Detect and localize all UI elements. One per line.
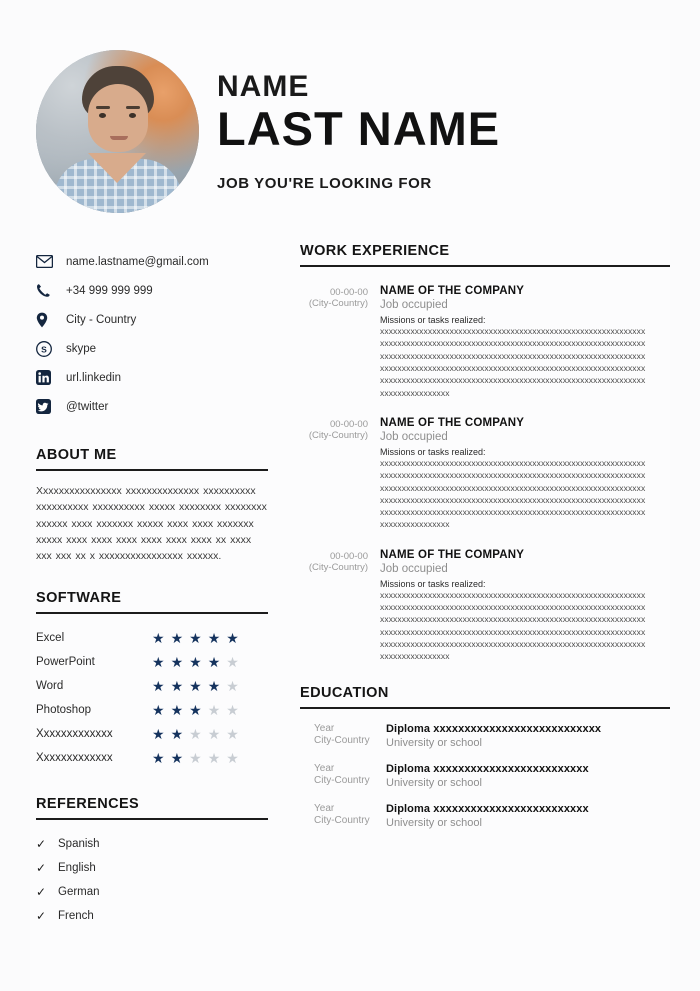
work-task-line: xxxxxxxxxxxxxxxxxxxxxxxxxxxxxxxxxxxxxxxxxxxxxxxxxxxxxxxxxxxxx <box>380 494 646 505</box>
reference-label: French <box>58 910 94 923</box>
work-date-block <box>300 285 380 399</box>
check-icon: ✓ <box>36 909 47 924</box>
software-row <box>36 698 270 722</box>
resume-header <box>30 30 670 225</box>
contact-row-phone[interactable] <box>36 276 278 305</box>
contact-phone: +34 999 999 999 <box>66 284 153 297</box>
work-task-line: xxxxxxxxxxxxxxxx <box>380 519 450 530</box>
resume-sheet <box>30 30 670 991</box>
education-item <box>300 723 670 749</box>
software-name: Photoshop <box>36 704 91 717</box>
software-row <box>36 650 270 674</box>
software-heading: SOFTWARE <box>36 590 268 614</box>
work-tasks-label: Missions or tasks realized: <box>380 578 486 589</box>
education-section <box>300 685 670 829</box>
location-pin-icon <box>36 312 66 328</box>
education-school: University or school <box>386 736 482 749</box>
education-date-block <box>300 763 386 789</box>
software-rating: ★ ★ ★ ★ ★ <box>152 750 239 767</box>
work-item <box>300 285 670 399</box>
work-task-line: xxxxxxxxxxxxxxxxxxxxxxxxxxxxxxxxxxxxxxxxxxxxxxxxxxxxxxxxxxxxx <box>380 639 646 649</box>
work-date: 00-00-00 <box>329 418 368 430</box>
education-date-block <box>300 723 386 749</box>
work-date: 00-00-00 <box>329 550 368 562</box>
software-rating: ★ ★ ★ ★ ★ <box>152 654 239 671</box>
education-details <box>386 803 670 829</box>
education-item <box>300 763 670 789</box>
work-task-line: xxxxxxxxxxxxxxxxxxxxxxxxxxxxxxxxxxxxxxxxxxxxxxxxxxxxxxxxxxxxx <box>380 602 646 613</box>
contact-twitter: @twitter <box>66 400 109 413</box>
education-school: University or school <box>386 776 482 789</box>
software-name: PowerPoint <box>36 656 95 669</box>
reference-row <box>36 856 278 880</box>
work-task-line: xxxxxxxxxxxxxxxxxxxxxxxxxxxxxxxxxxxxxxxxxxxxxxxxxxxxxxxxxxxxx <box>380 350 646 361</box>
work-place: (City-Country) <box>308 429 368 441</box>
work-task-line: xxxxxxxxxxxxxxxx <box>380 387 450 398</box>
avatar <box>36 50 199 213</box>
reference-row <box>36 832 278 856</box>
check-icon: ✓ <box>36 861 47 876</box>
software-name: Word <box>36 680 64 693</box>
left-column <box>30 225 278 928</box>
work-place: (City-Country) <box>308 561 368 573</box>
resume-body <box>30 225 670 928</box>
software-rating: ★ ★ ★ ★ ★ <box>152 630 239 647</box>
contact-row-location[interactable] <box>36 305 278 334</box>
contact-linkedin: url.linkedin <box>66 371 121 384</box>
software-row <box>36 626 270 650</box>
work-details <box>380 549 670 663</box>
check-icon: ✓ <box>36 885 47 900</box>
photo-container <box>30 50 205 213</box>
work-details <box>380 285 670 399</box>
work-place: (City-Country) <box>308 298 368 309</box>
work-task-line: xxxxxxxxxxxxxxxxxxxxxxxxxxxxxxxxxxxxxxxxxxxxxxxxxxxxxxxxxxxxx <box>380 589 646 600</box>
contact-row-skype[interactable] <box>36 334 278 363</box>
svg-text:S: S <box>41 343 47 354</box>
work-role: Job occupied <box>380 430 448 443</box>
education-year: Year <box>314 802 335 814</box>
about-me-heading: ABOUT ME <box>36 447 268 471</box>
work-date-block <box>300 549 380 663</box>
work-tasks-label: Missions or tasks realized: <box>380 446 486 457</box>
education-details <box>386 723 670 749</box>
work-role: Job occupied <box>380 562 448 575</box>
skype-icon <box>36 341 66 357</box>
software-name: Xxxxxxxxxxxxx <box>36 728 113 741</box>
work-task-line: xxxxxxxxxxxxxxxxxxxxxxxxxxxxxxxxxxxxxxxxxxxxxxxxxxxxxxxxxxxxx <box>380 457 646 468</box>
education-details <box>386 763 670 789</box>
work-tasks-label: Missions or tasks realized: <box>380 315 486 325</box>
contact-row-linkedin[interactable] <box>36 363 278 392</box>
education-school: University or school <box>386 816 482 829</box>
about-me-text: Xxxxxxxxxxxxxxxx xxxxxxxxxxxxxx xxxxxxxxxx xxxxxxxxxx xxxxxxxxxx xxxxx xxxxxxxx xxxxxxxx xxxxxx xxxx xxxxxxx xxxxx xxxx xxxx xxxxxxx xxxxx xxxx xxxx xxxx xxxx xxxx xxxx xx xxxx xxx xxx xx x xxxxxxxxxxxxxxxx xxxxxx. <box>36 485 267 563</box>
work-date-block <box>300 417 380 531</box>
software-list <box>36 626 270 770</box>
last-name: LAST NAME <box>217 102 501 156</box>
phone-icon <box>36 283 66 298</box>
education-place: City-Country <box>314 774 370 786</box>
work-task-line: xxxxxxxxxxxxxxxxxxxxxxxxxxxxxxxxxxxxxxxxxxxxxxxxxxxxxxxxxxxxx <box>380 507 646 518</box>
work-details <box>380 417 670 531</box>
work-task-line: xxxxxxxxxxxxxxxxxxxxxxxxxxxxxxxxxxxxxxxxxxxxxxxxxxxxxxxxxxxxx <box>380 326 646 336</box>
software-row <box>36 674 270 698</box>
education-diploma: Diploma xxxxxxxxxxxxxxxxxxxxxxxxxxx <box>386 722 602 735</box>
work-task-line: xxxxxxxxxxxxxxxxxxxxxxxxxxxxxxxxxxxxxxxxxxxxxxxxxxxxxxxxxxxxx <box>380 470 646 481</box>
education-year: Year <box>314 722 335 734</box>
work-role: Job occupied <box>380 299 448 311</box>
linkedin-icon <box>36 370 66 385</box>
work-item <box>300 417 670 531</box>
contact-row-email[interactable] <box>36 247 278 276</box>
software-rating: ★ ★ ★ ★ ★ <box>152 678 239 695</box>
reference-label: Spanish <box>58 838 100 851</box>
reference-row <box>36 880 278 904</box>
software-rating: ★ ★ ★ ★ ★ <box>152 726 239 743</box>
education-year: Year <box>314 762 335 774</box>
title-block <box>205 71 670 192</box>
education-heading: EDUCATION <box>300 685 670 709</box>
reference-label: German <box>58 886 100 899</box>
work-experience-section <box>300 243 670 663</box>
software-name: Excel <box>36 632 65 645</box>
work-experience-heading: WORK EXPERIENCE <box>300 243 670 267</box>
right-column <box>278 225 670 928</box>
software-row <box>36 722 270 746</box>
work-company: NAME OF THE COMPANY <box>380 285 525 297</box>
work-task-line: xxxxxxxxxxxxxxxxxxxxxxxxxxxxxxxxxxxxxxxxxxxxxxxxxxxxxxxxxxxxx <box>380 626 646 637</box>
work-task-line: xxxxxxxxxxxxxxxxxxxxxxxxxxxxxxxxxxxxxxxxxxxxxxxxxxxxxxxxxxxxx <box>380 482 646 493</box>
twitter-icon <box>36 399 66 414</box>
education-place: City-Country <box>314 814 370 826</box>
software-row <box>36 746 270 770</box>
software-name: Xxxxxxxxxxxxx <box>36 752 113 765</box>
work-company: NAME OF THE COMPANY <box>380 416 525 429</box>
work-date: 00-00-00 <box>329 287 368 298</box>
contact-skype: skype <box>66 342 97 355</box>
check-icon: ✓ <box>36 837 47 852</box>
contact-email: name.lastname@gmail.com <box>66 255 209 268</box>
work-task-line: xxxxxxxxxxxxxxxxxxxxxxxxxxxxxxxxxxxxxxxxxxxxxxxxxxxxxxxxxxxxx <box>380 375 646 386</box>
contact-location: City - Country <box>66 313 137 326</box>
work-task-line: xxxxxxxxxxxxxxxxxxxxxxxxxxxxxxxxxxxxxxxxxxxxxxxxxxxxxxxxxxxxx <box>380 362 646 373</box>
reference-label: English <box>58 862 96 875</box>
education-item <box>300 803 670 829</box>
envelope-icon <box>36 255 66 268</box>
references-heading: REFERENCES <box>36 796 268 820</box>
education-diploma: Diploma xxxxxxxxxxxxxxxxxxxxxxxxx <box>386 762 589 775</box>
contact-row-twitter[interactable] <box>36 392 278 421</box>
references-list <box>36 832 278 928</box>
contact-list <box>36 247 278 421</box>
education-date-block <box>300 803 386 829</box>
software-rating: ★ ★ ★ ★ ★ <box>152 702 239 719</box>
reference-row <box>36 904 278 928</box>
work-task-line: xxxxxxxxxxxxxxxxxxxxxxxxxxxxxxxxxxxxxxxxxxxxxxxxxxxxxxxxxxxxx <box>380 614 646 625</box>
education-place: City-Country <box>314 734 370 746</box>
work-task-line: xxxxxxxxxxxxxxxx <box>380 651 450 662</box>
education-diploma: Diploma xxxxxxxxxxxxxxxxxxxxxxxxx <box>386 802 589 815</box>
work-task-line: xxxxxxxxxxxxxxxxxxxxxxxxxxxxxxxxxxxxxxxxxxxxxxxxxxxxxxxxxxxxx <box>380 338 646 349</box>
job-title: JOB YOU'RE LOOKING FOR <box>217 175 432 193</box>
work-company: NAME OF THE COMPANY <box>380 548 525 561</box>
first-name: NAME <box>217 69 310 103</box>
work-item <box>300 549 670 663</box>
